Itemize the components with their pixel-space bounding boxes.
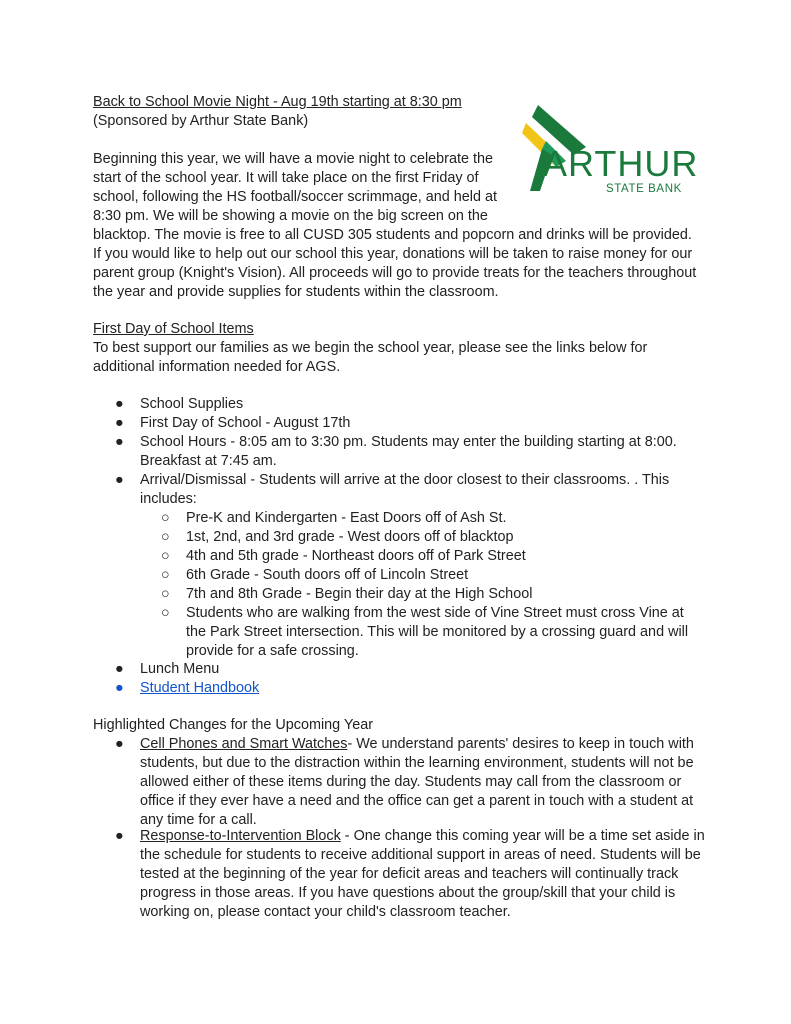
list-item-continuation: progress in those areas. If you have questions about the group/skill that your child is [140,885,676,901]
sub-list-item-continuation: the Park Street intersection. This will be monitored by a crossing guard and will [186,624,689,640]
paragraph-line: school, following the HS football/soccer scrimmage, and held at [93,189,497,205]
phones-text: - We understand parents' desires to keep in touch with [347,736,694,752]
paragraph-line: Beginning this year, we will have a movie night to celebrate the [93,151,493,167]
bullet-icon: ● [115,396,124,412]
list-item: Arrival/Dismissal - Students will arrive at the door closest to their classrooms. . This [140,472,670,488]
paragraph-line: 8:30 pm. We will be showing a movie on the big screen on the [93,208,488,224]
rti-text: - One change this coming year will be a time set aside in [340,828,705,844]
phones-title: Cell Phones and Smart Watches [140,736,348,752]
sub-list-item: 4th and 5th grade - Northeast doors off of Park Street [186,548,526,564]
list-item-continuation: office if they ever have a need and the office can get a parent in touch with a student at [140,793,694,809]
paragraph-line: If you would like to help out our school this year, donations will be taken to raise money for our [93,246,693,262]
lunch-menu-item: Lunch Menu [140,661,220,677]
circle-bullet-icon: ○ [161,605,170,621]
sponsor-line: (Sponsored by Arthur State Bank) [93,113,309,129]
list-item: First Day of School - August 17th [140,415,351,431]
bullet-icon: ● [115,661,124,677]
list-item: School Hours - 8:05 am to 3:30 pm. Students may enter the building starting at 8:00. [140,434,677,450]
bullet-icon: ● [115,415,124,431]
bullet-icon: ● [115,828,124,844]
sub-list-item: 6th Grade - South doors off of Lincoln Street [186,567,469,583]
list-item-continuation: allowed either of these items during the day. Students may call from the classroom or [140,774,682,790]
paragraph-line: parent group (Knight's Vision). All proceeds will go to provide treats for the teachers throughout [93,265,697,281]
list-item-continuation: the schedule for students to receive additional support in areas of need. Students will be [140,847,701,863]
list-item-continuation: students, but due to the distraction within the learning environment, students will not be [140,755,694,771]
list-item [140,735,694,754]
list-item-continuation: any time for a call. [140,812,257,828]
circle-bullet-icon: ○ [161,529,170,545]
intro-line: To best support our families as we begin the school year, please see the links below for [93,340,648,356]
movie-night-heading: Back to School Movie Night - Aug 19th starting at 8:30 pm [93,94,462,110]
bullet-icon: ● [115,434,124,450]
intro-line: additional information needed for AGS. [93,359,341,375]
list-item-continuation: tested at the beginning of the year for deficit areas and teachers will continually track [140,866,679,882]
list-item-continuation: includes: [140,491,197,507]
circle-bullet-icon: ○ [161,567,170,583]
student-handbook-link[interactable]: Student Handbook [140,680,260,696]
bullet-icon: ● [115,736,124,752]
circle-bullet-icon: ○ [161,548,170,564]
list-item-continuation: Breakfast at 7:45 am. [140,453,277,469]
list-item: School Supplies [140,396,244,412]
paragraph-line: the year and provide supplies for students within the classroom. [93,284,499,300]
sub-list-item: 1st, 2nd, and 3rd grade - West doors off of blacktop [186,529,514,545]
logo-name: ARTHUR [543,143,699,184]
list-item-continuation: working on, please contact your child's classroom teacher. [140,904,511,920]
changes-heading: Highlighted Changes for the Upcoming Year [93,717,373,733]
logo-subtitle: STATE BANK [606,183,682,195]
bullet-icon: ● [115,680,124,696]
sub-list-item: 7th and 8th Grade - Begin their day at the High School [186,586,533,602]
sub-list-item: Students who are walking from the west side of Vine Street must cross Vine at [186,605,684,621]
list-item [140,827,705,846]
sub-list-item-continuation: provide for a safe crossing. [186,643,359,659]
sub-list-item: Pre-K and Kindergarten - East Doors off of Ash St. [186,510,507,526]
circle-bullet-icon: ○ [161,510,170,526]
paragraph-line: start of the school year. It will take place on the first Friday of [93,170,479,186]
bullet-icon: ● [115,472,124,488]
first-day-heading: First Day of School Items [93,321,254,337]
rti-title: Response-to-Intervention Block [140,828,341,844]
paragraph-line: blacktop. The movie is free to all CUSD 305 students and popcorn and drinks will be provided. [93,227,692,243]
circle-bullet-icon: ○ [161,586,170,602]
